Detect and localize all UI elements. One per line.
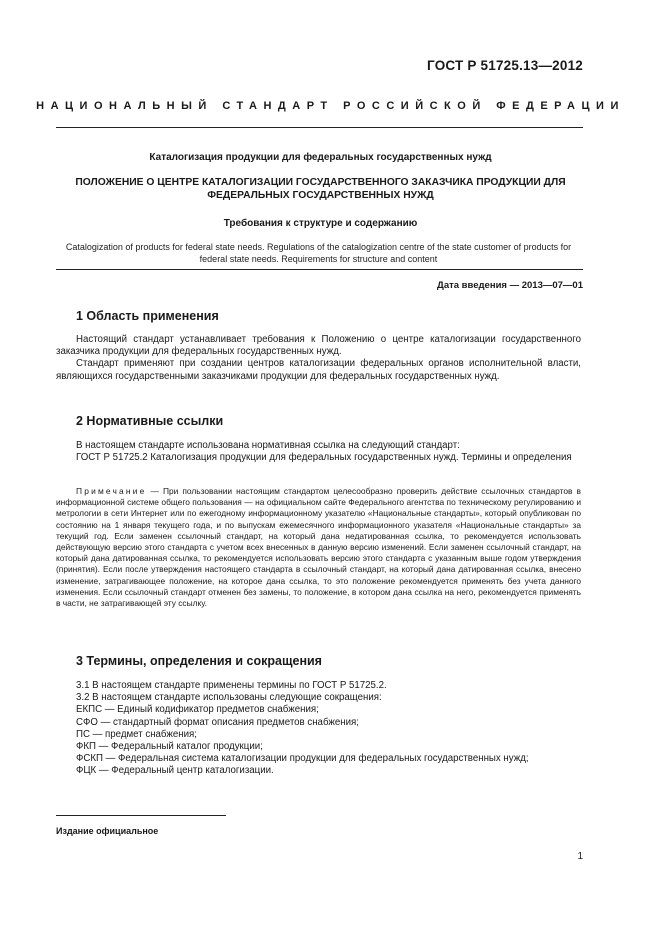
series-title: Каталогизация продукции для федеральных государственных нужд bbox=[149, 152, 492, 163]
section-3-body bbox=[56, 680, 581, 778]
note-label: Примечание bbox=[76, 486, 147, 496]
abbreviation-item: СФО — стандартный формат описания предметов снабжения; bbox=[76, 716, 359, 728]
introduction-date: Дата введения — 2013—07—01 bbox=[437, 280, 583, 291]
section-1-paragraph-2: Стандарт применяют при создании центров каталогизации федеральных органов исполнительной власти, являющихся государственными заказчиками продукции для федеральных государственных нужд. bbox=[56, 358, 581, 382]
abbreviation-item: ФЦК — Федеральный центр каталогизации. bbox=[76, 765, 274, 777]
title-divider bbox=[56, 269, 583, 270]
abbreviation-item: ЕКПС — Единый кодификатор предметов снабжения; bbox=[76, 704, 319, 716]
english-title: Catalogization of products for federal state needs. Regulations of the catalogization centre of the state customer of products for federal state needs. Requirements for structure and content bbox=[65, 242, 572, 264]
section-2-paragraph-2: ГОСТ Р 51725.2 Каталогизация продукции для федеральных государственных нужд. Термины и определения bbox=[76, 452, 572, 464]
abbreviation-item: ФСКП — Федеральная система каталогизации продукции для федеральных государственных нужд; bbox=[76, 753, 529, 765]
note-text: — При пользовании настоящим стандартом целесообразно проверить действие ссылочных стандартов в информационной системе общего пользования — на официальном сайте Федерального агентства по техническому регулированию и метрологии в сети Интернет или по ежегодному информационному указателю «Национальные стандарты», который опубликован по состоянию на 1 января текущего года, и по выпускам ежемесячного информационного указателя «Национальные стандарты» за текущий год. Если заменен ссылочный стандарт, на который дана недатированная ссылка, то рекомендуется использовать действующую версию этого стандарта с учетом всех внесенных в данную версию изменений. Если заменен ссылочный стандарт, на который дана датированная ссылка, то рекомендуется использовать версию этого стандарта с указанным выше годом утверждения (принятия). Если после утверждения настоящего стандарта в ссылочный стандарт, на который дана датированная ссылка, внесено изменение, затрагивающее положение, на которое дана ссылка, то это положение рекомендуется применять без учета данного изменения. Если ссылочный стандарт отменен без замены, то положение, в котором дана ссылка на него, рекомендуется применять в части, не затрагивающей эту ссылку. bbox=[56, 486, 581, 609]
subtitle: Требования к структуре и содержанию bbox=[223, 218, 418, 229]
main-title: ПОЛОЖЕНИЕ О ЦЕНТРЕ КАТАЛОГИЗАЦИИ ГОСУДАРСТВЕННОГО ЗАКАЗЧИКА ПРОДУКЦИИ ДЛЯ ФЕДЕРАЛЬНЫХ ГОСУДАРСТВЕННЫХ НУЖД bbox=[75, 177, 566, 201]
section-3-heading: 3 Термины, определения и сокращения bbox=[76, 654, 322, 668]
abbreviation-item: ПС — предмет снабжения; bbox=[76, 728, 197, 740]
abbreviation-item: ФКП — Федеральный каталог продукции; bbox=[76, 741, 263, 753]
section-3-item: 3.2 В настоящем стандарте использованы следующие сокращения: bbox=[76, 692, 382, 704]
section-2-heading: 2 Нормативные ссылки bbox=[76, 414, 224, 428]
document-number: ГОСТ Р 51725.13—2012 bbox=[427, 58, 583, 73]
section-2-body bbox=[56, 440, 581, 464]
footer-divider bbox=[56, 815, 226, 816]
section-1-paragraph-1: Настоящий стандарт устанавливает требования к Положению о центре каталогизации государственного заказчика продукции для федеральных государственных нужд. bbox=[56, 334, 581, 358]
section-1-body bbox=[56, 334, 581, 383]
section-2-paragraph-1: В настоящем стандарте использована нормативная ссылка на следующий стандарт: bbox=[76, 440, 460, 451]
normative-note bbox=[56, 486, 581, 609]
header-divider bbox=[56, 127, 583, 128]
national-standard-banner: НАЦИОНАЛЬНЫЙ СТАНДАРТ РОССИЙСКОЙ ФЕДЕРАЦИИ bbox=[36, 100, 625, 112]
section-3-item: 3.1 В настоящем стандарте применены термины по ГОСТ Р 51725.2. bbox=[76, 680, 387, 691]
section-1-heading: 1 Область применения bbox=[76, 309, 219, 323]
page-number: 1 bbox=[577, 851, 583, 862]
edition-label: Издание официальное bbox=[56, 826, 159, 836]
